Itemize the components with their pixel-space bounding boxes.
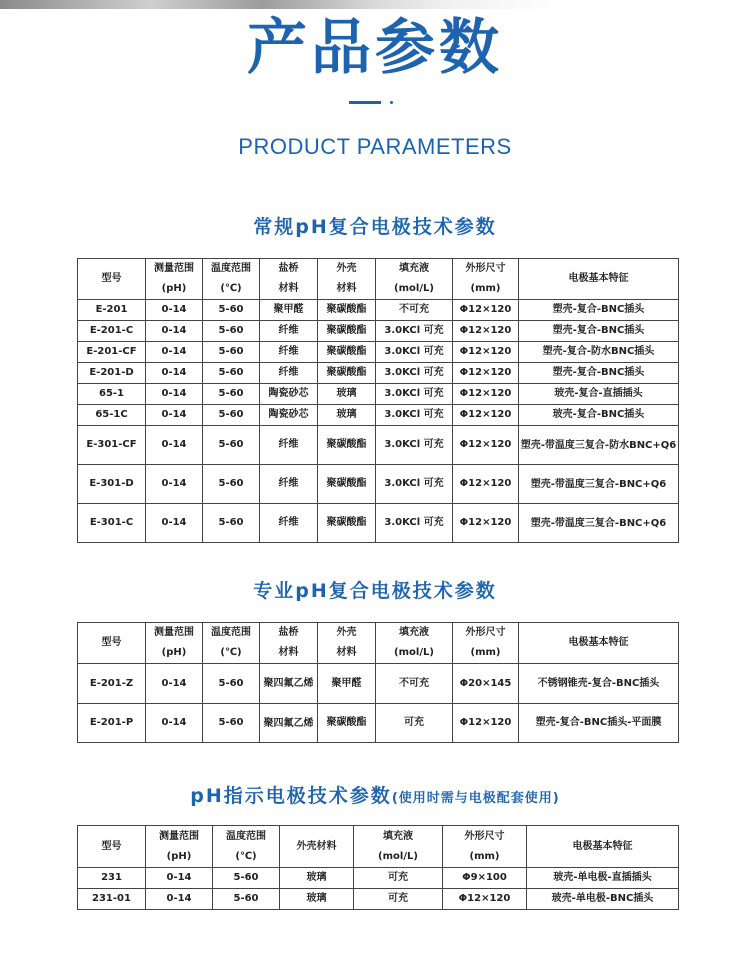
cell-size: Φ20×145 xyxy=(453,664,519,704)
cell-size: Φ12×120 xyxy=(453,342,519,363)
cell-fill: 可充 xyxy=(354,868,443,889)
section-title-indicator-note: (使用时需与电极配套使用) xyxy=(391,791,560,806)
header-model: 型号 xyxy=(78,826,146,868)
cell-shell: 聚碳酸酯 xyxy=(318,342,376,363)
header-range: 测量范围 (pH) xyxy=(146,826,213,868)
cell-fill: 3.0KCl 可充 xyxy=(376,363,453,384)
cell-temp: 5-60 xyxy=(203,426,260,465)
cell-shell: 玻璃 xyxy=(318,405,376,426)
cell-size: Φ12×120 xyxy=(453,300,519,321)
title-dot xyxy=(390,101,393,104)
cell-temp: 5-60 xyxy=(203,664,260,704)
title-underline xyxy=(349,101,381,104)
header-size: 外形尺寸 (mm) xyxy=(443,826,527,868)
cell-feature: 塑壳-复合-BNC插头-平面膜 xyxy=(519,704,679,743)
cell-temp: 5-60 xyxy=(203,363,260,384)
cell-temp: 5-60 xyxy=(213,868,280,889)
table-header-row xyxy=(78,259,679,300)
cell-feature: 塑壳-复合-BNC插头 xyxy=(519,321,679,342)
cell-model: E-201-P xyxy=(78,704,146,743)
cell-model: E-301-CF xyxy=(78,426,146,465)
cell-feature: 塑壳-带温度三复合-防水BNC+Q6 xyxy=(519,426,679,465)
cell-feature: 玻壳-单电极-BNC插头 xyxy=(527,889,679,910)
cell-fill: 3.0KCl 可充 xyxy=(376,342,453,363)
page-subtitle: PRODUCT PARAMETERS xyxy=(238,134,512,159)
table-row xyxy=(78,465,679,504)
cell-shell: 玻璃 xyxy=(280,889,354,910)
header-fill: 填充液 (mol/L) xyxy=(376,259,453,300)
cell-salt-bridge: 陶瓷砂芯 xyxy=(260,405,318,426)
cell-model: 231 xyxy=(78,868,146,889)
cell-salt-bridge: 纤维 xyxy=(260,321,318,342)
table-row xyxy=(78,889,679,910)
cell-shell: 聚碳酸酯 xyxy=(318,704,376,743)
table-indicator-electrodes xyxy=(77,825,679,910)
cell-shell: 聚碳酸酯 xyxy=(318,504,376,543)
cell-size: Φ12×120 xyxy=(453,426,519,465)
cell-fill: 不可充 xyxy=(376,300,453,321)
cell-fill: 可充 xyxy=(354,889,443,910)
table-row xyxy=(78,321,679,342)
header-size: 外形尺寸 (mm) xyxy=(453,623,519,664)
header-model: 型号 xyxy=(78,259,146,300)
cell-range: 0-14 xyxy=(146,868,213,889)
cell-feature: 塑壳-带温度三复合-BNC+Q6 xyxy=(519,504,679,543)
cell-shell: 聚碳酸酯 xyxy=(318,363,376,384)
cell-range: 0-14 xyxy=(146,363,203,384)
cell-fill: 可充 xyxy=(376,704,453,743)
table-row xyxy=(78,426,679,465)
cell-range: 0-14 xyxy=(146,384,203,405)
cell-range: 0-14 xyxy=(146,504,203,543)
cell-range: 0-14 xyxy=(146,300,203,321)
cell-range: 0-14 xyxy=(146,405,203,426)
cell-range: 0-14 xyxy=(146,342,203,363)
cell-feature: 塑壳-复合-防水BNC插头 xyxy=(519,342,679,363)
header-feature: 电极基本特征 xyxy=(527,826,679,868)
cell-size: Φ12×120 xyxy=(453,363,519,384)
cell-shell: 聚甲醛 xyxy=(318,664,376,704)
cell-shell: 聚碳酸酯 xyxy=(318,426,376,465)
section-title-indicator-text: pH指示电极技术参数 xyxy=(190,785,392,807)
cell-temp: 5-60 xyxy=(203,384,260,405)
cell-salt-bridge: 纤维 xyxy=(260,426,318,465)
cell-salt-bridge: 纤维 xyxy=(260,342,318,363)
cell-salt-bridge: 纤维 xyxy=(260,363,318,384)
cell-temp: 5-60 xyxy=(203,704,260,743)
header-salt-bridge: 盐桥 材料 xyxy=(260,259,318,300)
header-shell: 外壳 材料 xyxy=(318,623,376,664)
header-shell: 外壳材料 xyxy=(280,826,354,868)
cell-fill: 3.0KCl 可充 xyxy=(376,405,453,426)
cell-size: Φ12×120 xyxy=(453,405,519,426)
table-row xyxy=(78,868,679,889)
header-fill: 填充液 (mol/L) xyxy=(354,826,443,868)
header-fill: 填充液 (mol/L) xyxy=(376,623,453,664)
cell-fill: 3.0KCl 可充 xyxy=(376,426,453,465)
header-range: 测量范围 (pH) xyxy=(146,259,203,300)
cell-size: Φ12×120 xyxy=(453,465,519,504)
cell-range: 0-14 xyxy=(146,664,203,704)
cell-model: E-201 xyxy=(78,300,146,321)
cell-feature: 塑壳-复合-BNC插头 xyxy=(519,363,679,384)
cell-shell: 聚碳酸酯 xyxy=(318,300,376,321)
cell-shell: 玻璃 xyxy=(280,868,354,889)
cell-temp: 5-60 xyxy=(203,504,260,543)
cell-temp: 5-60 xyxy=(203,321,260,342)
table-row xyxy=(78,384,679,405)
table-row xyxy=(78,704,679,743)
header-size: 外形尺寸 (mm) xyxy=(453,259,519,300)
cell-fill: 3.0KCl 可充 xyxy=(376,465,453,504)
cell-salt-bridge: 聚四氟乙烯 xyxy=(260,664,318,704)
cell-temp: 5-60 xyxy=(203,342,260,363)
table-professional-ph-electrodes xyxy=(77,622,679,743)
cell-feature: 塑壳-复合-BNC插头 xyxy=(519,300,679,321)
cell-model: E-201-D xyxy=(78,363,146,384)
cell-shell: 聚碳酸酯 xyxy=(318,465,376,504)
cell-model: E-201-C xyxy=(78,321,146,342)
cell-salt-bridge: 陶瓷砂芯 xyxy=(260,384,318,405)
cell-shell: 聚碳酸酯 xyxy=(318,321,376,342)
cell-range: 0-14 xyxy=(146,321,203,342)
top-banner-strip xyxy=(0,0,750,9)
cell-size: Φ12×120 xyxy=(453,704,519,743)
cell-size: Φ12×120 xyxy=(453,321,519,342)
cell-fill: 不可充 xyxy=(376,664,453,704)
cell-salt-bridge: 纤维 xyxy=(260,504,318,543)
cell-model: 65-1C xyxy=(78,405,146,426)
cell-size: Φ9×100 xyxy=(443,868,527,889)
cell-size: Φ12×120 xyxy=(453,504,519,543)
cell-shell: 玻璃 xyxy=(318,384,376,405)
cell-model: E-301-C xyxy=(78,504,146,543)
section-title-professional: 专业pH复合电极技术参数 xyxy=(253,580,497,602)
table-header-row xyxy=(78,623,679,664)
cell-feature: 玻壳-复合-BNC插头 xyxy=(519,405,679,426)
cell-temp: 5-60 xyxy=(203,465,260,504)
page-title: 产品参数 xyxy=(247,13,503,83)
cell-feature: 玻壳-复合-直插插头 xyxy=(519,384,679,405)
cell-range: 0-14 xyxy=(146,426,203,465)
cell-size: Φ12×120 xyxy=(453,384,519,405)
cell-feature: 玻壳-单电极-直插插头 xyxy=(527,868,679,889)
cell-model: E-301-D xyxy=(78,465,146,504)
table-row xyxy=(78,405,679,426)
cell-size: Φ12×120 xyxy=(443,889,527,910)
header-model: 型号 xyxy=(78,623,146,664)
cell-temp: 5-60 xyxy=(213,889,280,910)
cell-model: 65-1 xyxy=(78,384,146,405)
cell-temp: 5-60 xyxy=(203,405,260,426)
cell-fill: 3.0KCl 可充 xyxy=(376,321,453,342)
table-row xyxy=(78,300,679,321)
header-range: 测量范围 (pH) xyxy=(146,623,203,664)
cell-model: E-201-CF xyxy=(78,342,146,363)
header-temp: 温度范围 (℃) xyxy=(203,259,260,300)
cell-salt-bridge: 聚甲醛 xyxy=(260,300,318,321)
table-row xyxy=(78,664,679,704)
cell-feature: 塑壳-带温度三复合-BNC+Q6 xyxy=(519,465,679,504)
cell-fill: 3.0KCl 可充 xyxy=(376,504,453,543)
cell-temp: 5-60 xyxy=(203,300,260,321)
header-feature: 电极基本特征 xyxy=(519,259,679,300)
header-temp: 温度范围 (℃) xyxy=(203,623,260,664)
table-row xyxy=(78,504,679,543)
cell-range: 0-14 xyxy=(146,465,203,504)
cell-range: 0-14 xyxy=(146,704,203,743)
cell-feature: 不锈钢锥壳-复合-BNC插头 xyxy=(519,664,679,704)
section-title-standard: 常规pH复合电极技术参数 xyxy=(253,216,497,238)
cell-model: E-201-Z xyxy=(78,664,146,704)
header-salt-bridge: 盐桥 材料 xyxy=(260,623,318,664)
cell-salt-bridge: 聚四氟乙烯 xyxy=(260,704,318,743)
header-shell: 外壳 材料 xyxy=(318,259,376,300)
header-feature: 电极基本特征 xyxy=(519,623,679,664)
table-standard-ph-electrodes xyxy=(77,258,679,543)
table-row xyxy=(78,363,679,384)
cell-range: 0-14 xyxy=(146,889,213,910)
header-temp: 温度范围 (℃) xyxy=(213,826,280,868)
cell-salt-bridge: 纤维 xyxy=(260,465,318,504)
table-row xyxy=(78,342,679,363)
cell-fill: 3.0KCl 可充 xyxy=(376,384,453,405)
section-title-indicator xyxy=(0,783,750,812)
cell-model: 231-01 xyxy=(78,889,146,910)
table-header-row xyxy=(78,826,679,868)
